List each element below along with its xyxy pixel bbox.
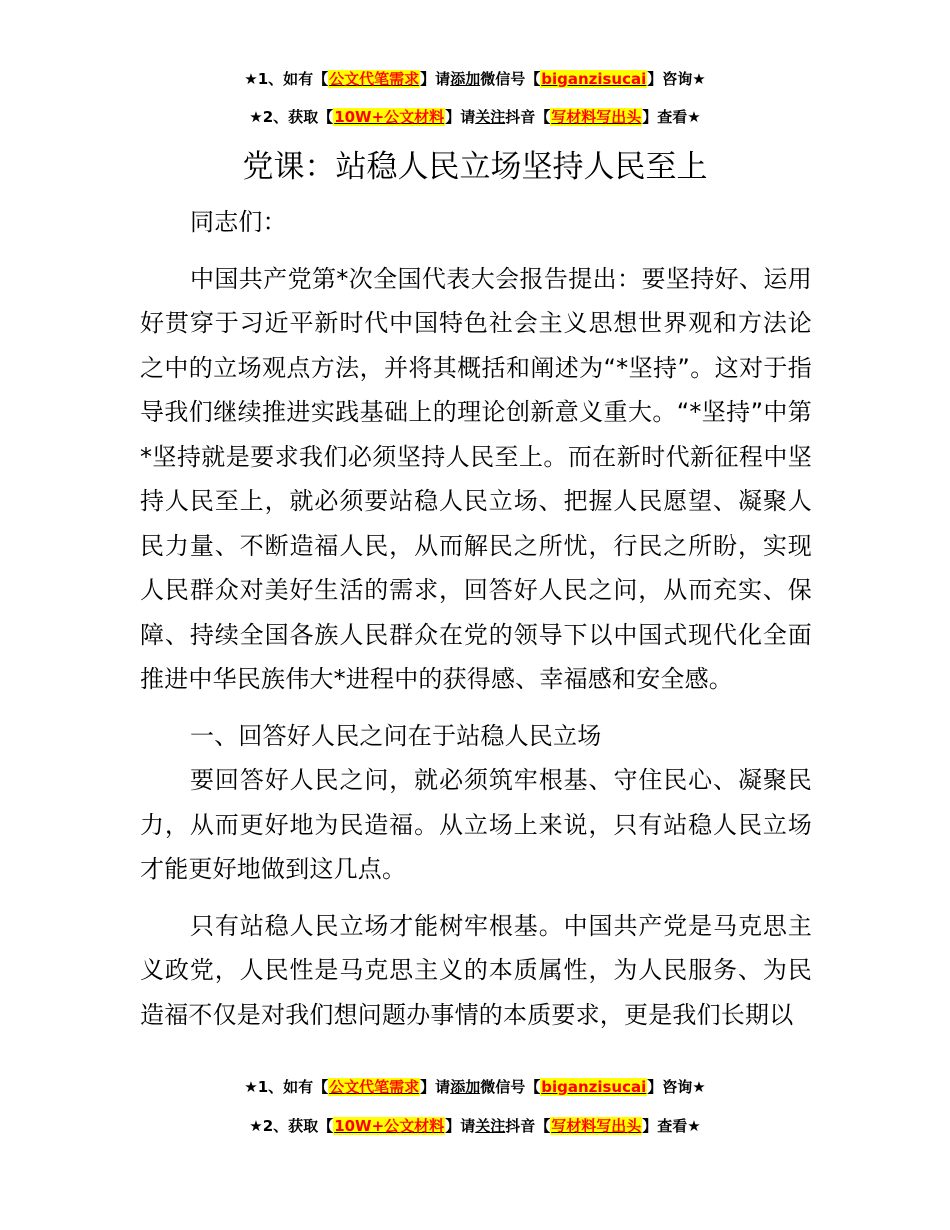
banner-text: 】请 — [420, 1078, 451, 1096]
banner-douyin-id: 写材料写出头 — [551, 108, 642, 126]
banner-prefix: ★1、如有【 — [244, 70, 329, 88]
banner-text: 抖音【 — [505, 1117, 551, 1135]
bottom-banner-line-1 — [0, 1077, 950, 1097]
banner-text: 】请 — [445, 1117, 476, 1135]
top-banner-line-1 — [0, 69, 950, 89]
banner-prefix: ★2、获取【 — [249, 1117, 334, 1135]
banner-prefix: ★2、获取【 — [249, 108, 334, 126]
banner-text: 微信号【 — [480, 1078, 541, 1096]
banner-wechat-id: biganzisucai — [541, 70, 647, 88]
greeting: 同志们： — [190, 208, 287, 236]
top-banner-line-2 — [0, 107, 950, 127]
banner-highlight: 公文代笔需求 — [329, 70, 420, 88]
banner-wechat-id: biganzisucai — [541, 1078, 647, 1096]
banner-underlined: 关注 — [475, 1117, 506, 1135]
banner-suffix: 】查看★ — [642, 108, 701, 126]
banner-highlight: 公文代笔需求 — [329, 1078, 420, 1096]
banner-underlined: 添加 — [450, 1078, 481, 1096]
banner-highlight: 10W+公文材料 — [334, 108, 445, 126]
banner-suffix: 】咨询★ — [647, 70, 706, 88]
page-title: 党课：站稳人民立场坚持人民至上 — [242, 149, 708, 185]
paragraph: 中国共产党第*次全国代表大会报告提出：要坚持好、运用好贯穿于习近平新时代中国特色社会主义思想世界观和方法论之中的立场观点方法，并将其概括和阐述为“*坚持”。这对于指导我们继续推进实践基础上的理论创新意义重大。“*坚持”中第*坚持就是要求我们必须坚持人民至上。而在新时代新征程中坚持人民至上，就必须要站稳人民立场、把握人民愿望、凝聚人民力量、不断造福人民，从而解民之所忧，行民之所盼，实现人民群众对美好生活的需求，回答好人民之问，从而充实、保障、持续全国各族人民群众在党的领导下以中国式现代化全面推进中华民族伟大*进程中的获得感、幸福感和安全感。 — [140, 264, 812, 693]
banner-text: 抖音【 — [505, 108, 551, 126]
banner-underlined: 关注 — [475, 108, 506, 126]
paragraph: 只有站稳人民立场才能树牢根基。中国共产党是马克思主义政党，人民性是马克思主义的本质属性，为人民服务、为民造福不仅是对我们想问题办事情的本质要求，更是我们长期以 — [140, 911, 812, 1029]
banner-douyin-id: 写材料写出头 — [551, 1117, 642, 1135]
banner-highlight: 10W+公文材料 — [334, 1117, 445, 1135]
banner-text: 】请 — [420, 70, 451, 88]
banner-text: 】请 — [445, 108, 476, 126]
banner-text: 微信号【 — [480, 70, 541, 88]
banner-underlined: 添加 — [450, 70, 481, 88]
section-heading: 一、回答好人民之问在于站稳人民立场 — [190, 721, 602, 750]
bottom-banner-line-2 — [0, 1116, 950, 1136]
paragraph: 要回答好人民之问，就必须筑牢根基、守住民心、凝聚民力，从而更好地为民造福。从立场上来说，只有站稳人民立场才能更好地做到这几点。 — [140, 766, 812, 883]
document-body — [140, 200, 812, 1037]
banner-suffix: 】查看★ — [642, 1117, 701, 1135]
banner-prefix: ★1、如有【 — [244, 1078, 329, 1096]
banner-suffix: 】咨询★ — [647, 1078, 706, 1096]
